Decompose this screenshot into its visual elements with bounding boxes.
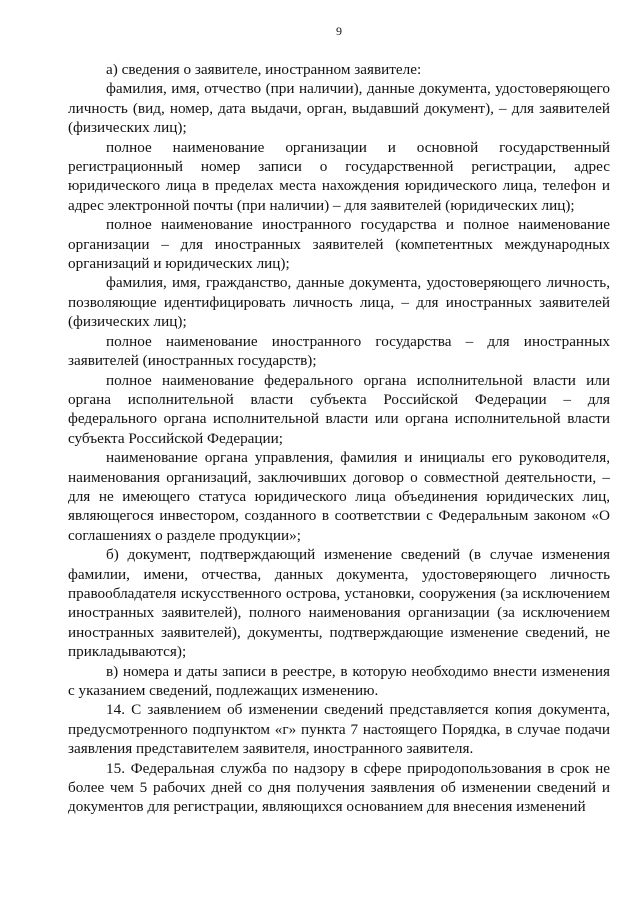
paragraph-foreign-organizations: полное наименование иностранного государства и полное наименование организации – для иностранных заявителей (компетентных международных организаций и юридических лиц);: [68, 216, 610, 273]
paragraph-registry-entry: в) номера и даты записи в реестре, в которую необходимо внести изменения с указанием сведений, подлежащих изменению.: [68, 662, 610, 699]
paragraph-federal-authorities: полное наименование федерального органа исполнительной власти или органа исполнительной власти субъекта Российской Федерации – для федерального органа исполнительной власти или органа исполнительной власти субъекта Российской Федерации;: [68, 371, 610, 447]
paragraph-change-document: б) документ, подтверждающий изменение сведений (в случае изменения фамилии, имени, отчества, данных документа, удостоверяющего личность правообладателя искусственного острова, установки, сооружения (за исключением иностранных заявителей), полного наименования организации (за исключением иностранных заявителей), документы, подтверждающие изменение сведений, не прикладываются);: [68, 546, 610, 661]
paragraph-investor-associations: наименование органа управления, фамилия и инициалы его руководителя, наименования организаций, заключивших договор о совместной деятельности, – для не имеющего статуса юридического лица объединения юридических лиц, являющегося инвестором, созданного в соответствии с Федеральным законом «О соглашениях о разделе продукции»;: [68, 449, 610, 544]
paragraph-item-14: 14. С заявлением об изменении сведений представляется копия документа, предусмотренного подпунктом «г» пункта 7 настоящего Порядка, в случае подачи заявления представителем заявителя, иностранного заявителя.: [68, 701, 610, 758]
paragraph-applicant-info-heading: а) сведения о заявителе, иностранном заявителе:: [106, 61, 422, 78]
page-number: 9: [336, 24, 342, 38]
paragraph-foreign-individuals: фамилия, имя, гражданство, данные документа, удостоверяющего личность, позволяющие идентифицировать личность лица, – для иностранных заявителей (физических лиц);: [68, 274, 610, 331]
document-body: [68, 60, 610, 817]
paragraph-item-15: 15. Федеральная служба по надзору в сфере природопользования в срок не более чем 5 рабочих дней со дня получения заявления об изменении сведений и документов для регистрации, являющихся основанием для внесения изменений: [68, 759, 610, 816]
paragraph-legal-entity-applicants: полное наименование организации и основной государственный регистрационный номер записи о государственной регистрации, адрес юридического лица в пределах места нахождения юридического лица, телефон и адрес электронной почты (при наличии) – для заявителей (юридических лиц);: [68, 138, 610, 214]
paragraph-foreign-states: полное наименование иностранного государства – для иностранных заявителей (иностранных государств);: [68, 332, 610, 370]
paragraph-individual-applicants: фамилия, имя, отчество (при наличии), данные документа, удостоверяющего личность (вид, номер, дата выдачи, орган, выдавший документ), – для заявителей (физических лиц);: [68, 80, 610, 137]
